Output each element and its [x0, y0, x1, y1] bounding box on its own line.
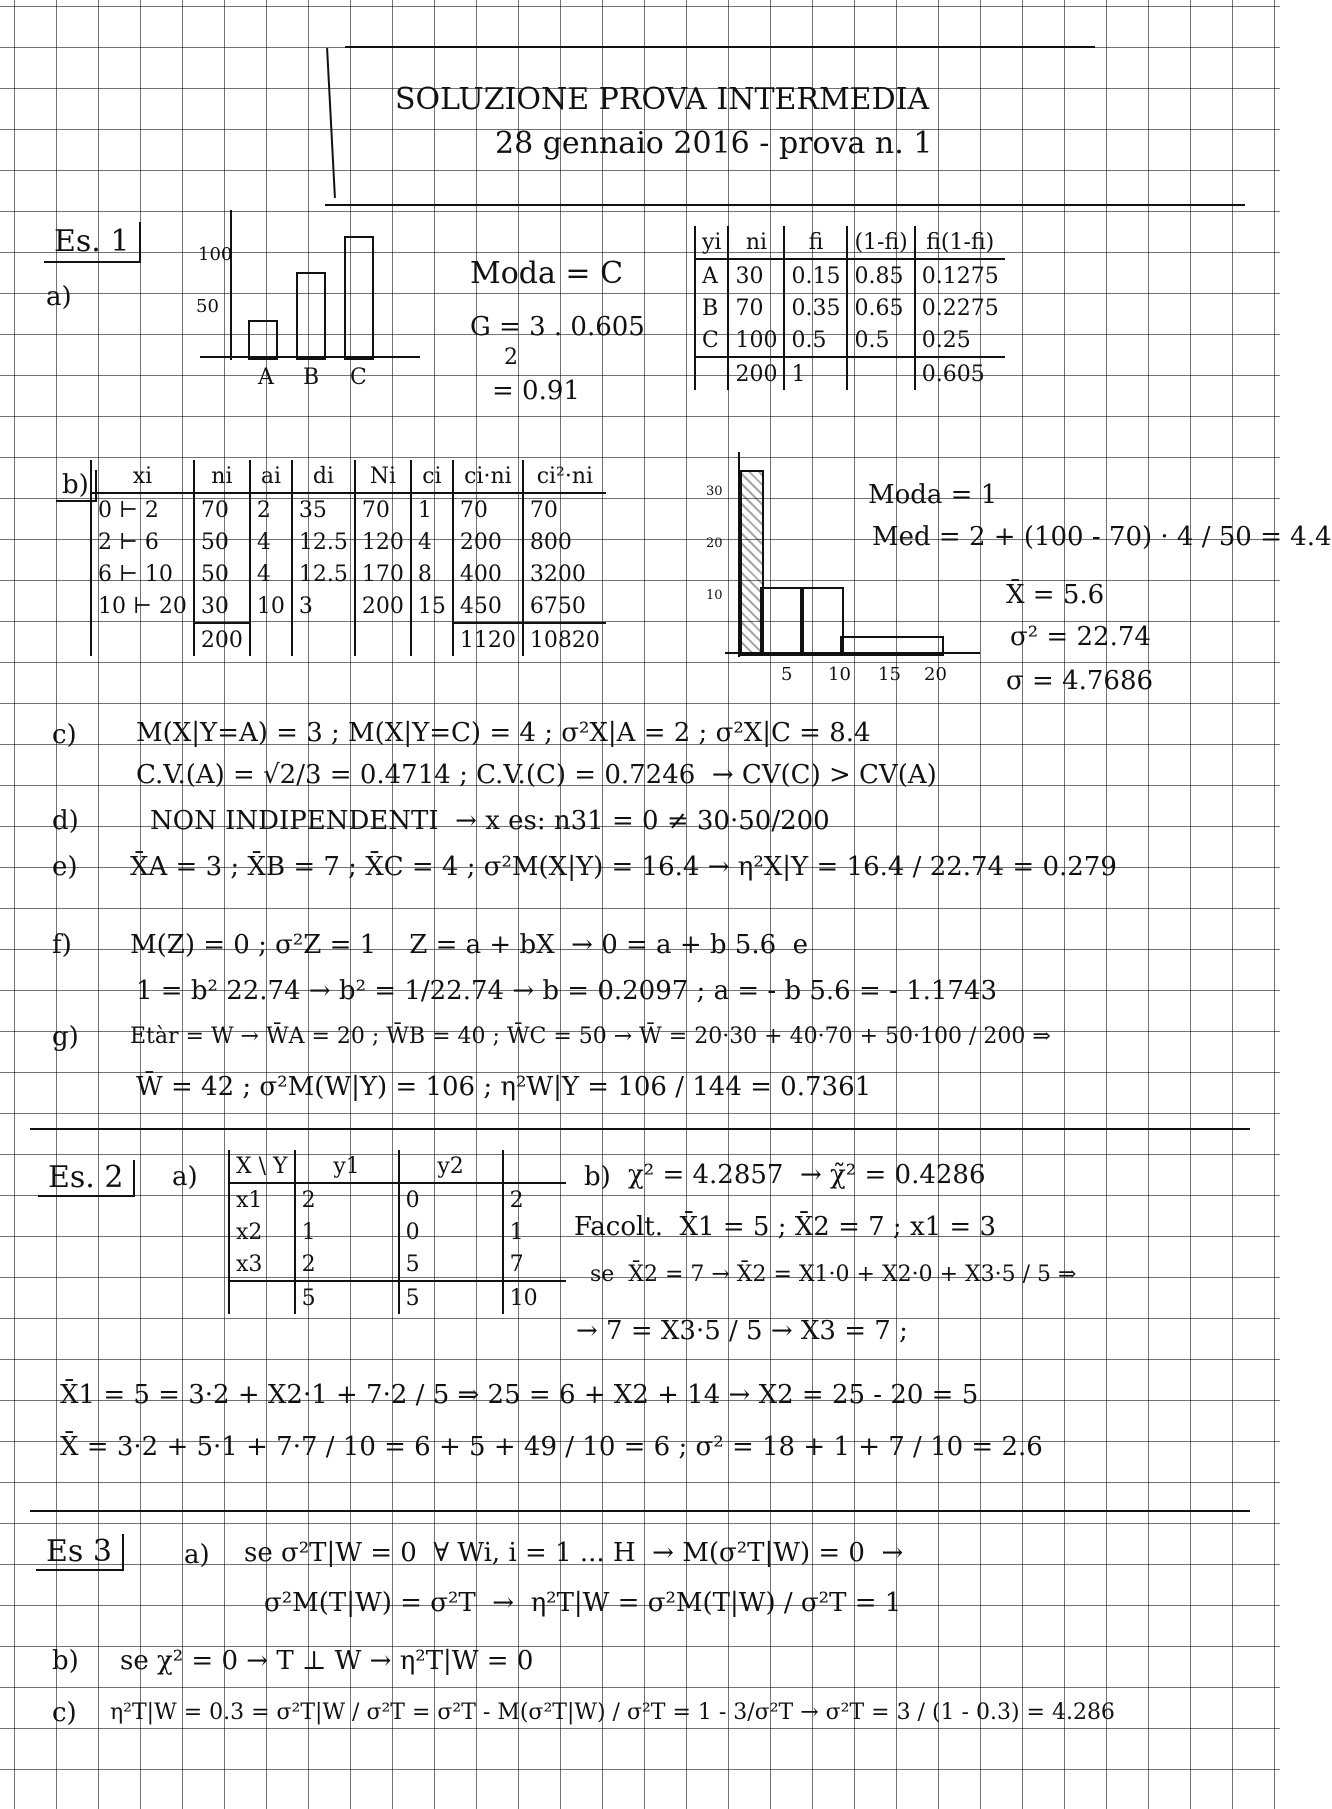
- table-a-header: (1-fi): [847, 226, 914, 259]
- table-b-header: ci²·ni: [523, 460, 606, 493]
- table-cell: 100: [728, 324, 784, 357]
- table-cell: 1: [411, 493, 453, 526]
- es1-mediana: Med = 2 + (100 - 70) · 4 / 50 = 4.4: [872, 522, 1332, 552]
- es2-b-line2: Facolt. X̄1 = 5 ; X̄2 = 7 ; x1 = 3: [574, 1212, 997, 1242]
- table-cell: 12.5: [292, 558, 355, 590]
- table-cell: 400: [453, 558, 523, 590]
- section-divider: [30, 1510, 1250, 1512]
- table-cell: [695, 357, 728, 390]
- es1-d-line: NON INDIPENDENTI → x es: n31 = 0 ≠ 30·50/200: [150, 806, 830, 836]
- table-cell: 4: [250, 558, 292, 590]
- table-a-header: ni: [728, 226, 784, 259]
- es2-line-x1: X̄1 = 5 = 3·2 + X2·1 + 7·2 / 5 ⇒ 25 = 6 + X2 + 14 → X2 = 25 - 20 = 5: [60, 1380, 979, 1410]
- table-cell: 6750: [523, 590, 606, 623]
- table-cell: 50: [194, 558, 250, 590]
- table-cell: 200: [453, 526, 523, 558]
- table-row: [91, 558, 606, 590]
- es2-table-header: [503, 1150, 566, 1183]
- table-row: [695, 259, 1005, 292]
- page-title: SOLUZIONE PROVA INTERMEDIA: [395, 82, 930, 117]
- es1-table-a: [694, 226, 1005, 390]
- table-cell: 0: [399, 1216, 503, 1248]
- es2-table: [228, 1150, 566, 1314]
- es1-part-g: g): [52, 1022, 79, 1052]
- table-cell: B: [695, 292, 728, 324]
- table-cell: x1: [229, 1183, 295, 1216]
- table-cell: 2 ⊢ 6: [91, 526, 194, 558]
- bar-chart-xlabel: B: [303, 365, 320, 390]
- histogram-bar: [800, 587, 844, 656]
- es1-gini-2: = 0.91: [492, 376, 580, 406]
- es3-label: Es 3: [36, 1534, 124, 1571]
- table-cell: 200: [728, 357, 784, 390]
- table-totals-row: [91, 623, 606, 656]
- histogram-ytick: 20: [706, 536, 723, 551]
- table-cell: 15: [411, 590, 453, 623]
- es2-table-header: y2: [399, 1150, 503, 1183]
- table-cell: [229, 1281, 295, 1314]
- table-cell: 4: [250, 526, 292, 558]
- header-top-rule: [345, 46, 1095, 48]
- table-cell: 0.65: [847, 292, 914, 324]
- es1-part-a: a): [46, 282, 72, 312]
- histogram-bar: [760, 587, 804, 656]
- table-row: [229, 1248, 566, 1281]
- table-row: [229, 1216, 566, 1248]
- table-cell: 10: [503, 1281, 566, 1314]
- histogram-xtick: 5: [781, 664, 793, 685]
- table-a-header: yi: [695, 226, 728, 259]
- es1-g-line2: W̄ = 42 ; σ²M(W|Y) = 106 ; η²W|Y = 106 / 144 = 0.7361: [136, 1072, 872, 1102]
- table-cell: 0.35: [784, 292, 847, 324]
- header-bottom-rule: [325, 204, 1245, 206]
- table-cell: 170: [355, 558, 411, 590]
- table-cell: 200: [355, 590, 411, 623]
- es1-c-line1: M(X|Y=A) = 3 ; M(X|Y=C) = 4 ; σ²X|A = 2 ; σ²X|C = 8.4: [136, 718, 871, 748]
- table-cell: 800: [523, 526, 606, 558]
- table-cell: 70: [194, 493, 250, 526]
- table-cell: 70: [453, 493, 523, 526]
- table-totals-row: [695, 357, 1005, 390]
- es1-g-line1: Etàr = W → W̄A = 20 ; W̄B = 40 ; W̄C = 50 → W̄ = 20·30 + 40·70 + 50·100 / 200 ⇒: [130, 1024, 1051, 1049]
- histogram-ytick: 30: [706, 484, 723, 499]
- bar-chart-xlabel: A: [258, 365, 274, 390]
- es2-line-mean: X̄ = 3·2 + 5·1 + 7·7 / 10 = 6 + 5 + 49 / 10 = 6 ; σ² = 18 + 1 + 7 / 10 = 2.6: [60, 1432, 1043, 1462]
- es1-f-line2: 1 = b² 22.74 → b² = 1/22.74 → b = 0.2097 ; a = - b 5.6 = - 1.1743: [136, 976, 998, 1006]
- es1-label: Es. 1: [44, 222, 141, 263]
- table-cell: 3: [292, 590, 355, 623]
- table-cell: [250, 623, 292, 656]
- table-cell: 70: [523, 493, 606, 526]
- es1-part-c: c): [52, 720, 77, 750]
- table-cell: 5: [399, 1281, 503, 1314]
- table-cell: 5: [399, 1248, 503, 1281]
- table-cell: 0.5: [784, 324, 847, 357]
- es2-b-line4: → 7 = X3·5 / 5 → X3 = 7 ;: [576, 1316, 908, 1346]
- table-cell: x2: [229, 1216, 295, 1248]
- table-cell: 1: [784, 357, 847, 390]
- bar-chart-ytick: 50: [196, 296, 219, 317]
- es2-b-line3: se X̄2 = 7 → X̄2 = X1·0 + X2·0 + X3·5 / 5 ⇒: [590, 1262, 1077, 1287]
- table-cell: 2: [250, 493, 292, 526]
- table-cell: 0: [399, 1183, 503, 1216]
- bar-C: [344, 236, 374, 360]
- table-cell: x3: [229, 1248, 295, 1281]
- histogram-bar: [840, 636, 944, 656]
- table-cell: 2: [295, 1183, 399, 1216]
- es3-b-line: se χ² = 0 → T ⊥ W → η²T|W = 0: [120, 1646, 534, 1676]
- es3-part-b: b): [52, 1646, 79, 1676]
- histogram-ytick: 10: [706, 588, 723, 603]
- bar-chart-y-axis: [230, 210, 232, 360]
- table-cell: 450: [453, 590, 523, 623]
- table-cell: 3200: [523, 558, 606, 590]
- table-row: [91, 590, 606, 623]
- table-b-header: di: [292, 460, 355, 493]
- table-cell: 10 ⊢ 20: [91, 590, 194, 623]
- table-cell: 4: [411, 526, 453, 558]
- es3-part-a: a): [184, 1540, 210, 1570]
- table-cell: 50: [194, 526, 250, 558]
- table-cell: [292, 623, 355, 656]
- section-divider: [30, 1128, 1250, 1130]
- table-cell: 0.15: [784, 259, 847, 292]
- es1-part-f: f): [52, 930, 72, 960]
- table-cell: 120: [355, 526, 411, 558]
- es1-gini-1: G = 3 . 0.605: [470, 312, 645, 342]
- es1-part-b: b): [56, 470, 97, 502]
- es1-sd: σ = 4.7686: [1006, 666, 1154, 696]
- es2-part-b: b): [584, 1162, 611, 1192]
- table-cell: 0 ⊢ 2: [91, 493, 194, 526]
- es2-table-header: y1: [295, 1150, 399, 1183]
- table-cell: 8: [411, 558, 453, 590]
- table-cell: 2: [503, 1183, 566, 1216]
- table-cell: [411, 623, 453, 656]
- table-cell: 12.5: [292, 526, 355, 558]
- table-b-header: ai: [250, 460, 292, 493]
- table-cell: 1120: [453, 623, 523, 656]
- table-cell: [355, 623, 411, 656]
- table-cell: 30: [194, 590, 250, 623]
- es2-part-a: a): [172, 1162, 198, 1192]
- table-cell: 0.5: [847, 324, 914, 357]
- table-b-header: ci: [411, 460, 453, 493]
- table-b-header: ci·ni: [453, 460, 523, 493]
- table-cell: C: [695, 324, 728, 357]
- table-cell: 0.2275: [915, 292, 1005, 324]
- table-row: [229, 1183, 566, 1216]
- table-row: [91, 526, 606, 558]
- histogram-xtick: 10: [828, 664, 851, 685]
- es2-b-line1: χ² = 4.2857 → χ̃² = 0.4286: [628, 1160, 986, 1190]
- es1-gini-frac: 2: [504, 345, 518, 370]
- es1-media: X̄ = 5.6: [1006, 580, 1105, 610]
- es1-varianza: σ² = 22.74: [1010, 622, 1151, 652]
- table-cell: [847, 357, 914, 390]
- table-cell: 1: [503, 1216, 566, 1248]
- es1-table-b: [90, 460, 606, 656]
- histogram-xtick: 20: [924, 664, 947, 685]
- es1-f-line1: M(Z) = 0 ; σ²Z = 1 Z = a + bX → 0 = a + b 5.6 e: [130, 930, 809, 960]
- table-cell: 0.85: [847, 259, 914, 292]
- es2-label: Es. 2: [38, 1160, 135, 1197]
- table-a-header: fi: [784, 226, 847, 259]
- table-cell: A: [695, 259, 728, 292]
- table-totals-row: [229, 1281, 566, 1314]
- table-cell: 0.605: [915, 357, 1005, 390]
- table-cell: 0.1275: [915, 259, 1005, 292]
- table-b-header: ni: [194, 460, 250, 493]
- table-cell: 10820: [523, 623, 606, 656]
- table-b-header: Ni: [355, 460, 411, 493]
- table-row: [695, 324, 1005, 357]
- table-a-header: fi(1-fi): [915, 226, 1005, 259]
- es1-part-e: e): [52, 852, 78, 882]
- table-cell: [91, 623, 194, 656]
- bar-chart-xlabel: C: [350, 365, 367, 390]
- header-left-rule: [326, 48, 336, 198]
- table-cell: 200: [194, 623, 250, 656]
- table-cell: 1: [295, 1216, 399, 1248]
- bar-B: [296, 272, 326, 360]
- es1-part-d: d): [52, 806, 79, 836]
- table-cell: 70: [355, 493, 411, 526]
- table-cell: 6 ⊢ 10: [91, 558, 194, 590]
- es3-a-line1: se σ²T|W = 0 ∀ Wi, i = 1 ... H → M(σ²T|W) = 0 →: [244, 1538, 904, 1568]
- es2-table-corner: X \ Y: [229, 1150, 295, 1183]
- table-row: [91, 493, 606, 526]
- table-cell: 35: [292, 493, 355, 526]
- es3-a-line2: σ²M(T|W) = σ²T → η²T|W = σ²M(T|W) / σ²T = 1: [264, 1588, 902, 1618]
- es3-c-line: η²T|W = 0.3 = σ²T|W / σ²T = σ²T - M(σ²T|W) / σ²T = 1 - 3/σ²T → σ²T = 3 / (1 - 0.3) = 4.286: [110, 1700, 1115, 1725]
- bar-chart-ytick: 100: [198, 244, 233, 265]
- bar-A: [248, 320, 278, 360]
- table-cell: 30: [728, 259, 784, 292]
- table-cell: 0.25: [915, 324, 1005, 357]
- table-cell: 10: [250, 590, 292, 623]
- es1-c-line2: C.V.(A) = √2/3 = 0.4714 ; C.V.(C) = 0.7246 → CV(C) > CV(A): [136, 760, 937, 790]
- histogram-xtick: 15: [878, 664, 901, 685]
- table-cell: 5: [295, 1281, 399, 1314]
- table-b-header: xi: [91, 460, 194, 493]
- table-cell: 2: [295, 1248, 399, 1281]
- es1-e-line: X̄A = 3 ; X̄B = 7 ; X̄C = 4 ; σ²M(X|Y) = 16.4 → η²X|Y = 16.4 / 22.74 = 0.279: [130, 852, 1117, 882]
- page-subtitle: 28 gennaio 2016 - prova n. 1: [495, 126, 933, 161]
- es3-part-c: c): [52, 1698, 77, 1728]
- table-cell: 70: [728, 292, 784, 324]
- es1-moda: Moda = C: [470, 256, 624, 291]
- table-row: [695, 292, 1005, 324]
- table-cell: 7: [503, 1248, 566, 1281]
- es1-moda-b: Moda = 1: [868, 480, 998, 510]
